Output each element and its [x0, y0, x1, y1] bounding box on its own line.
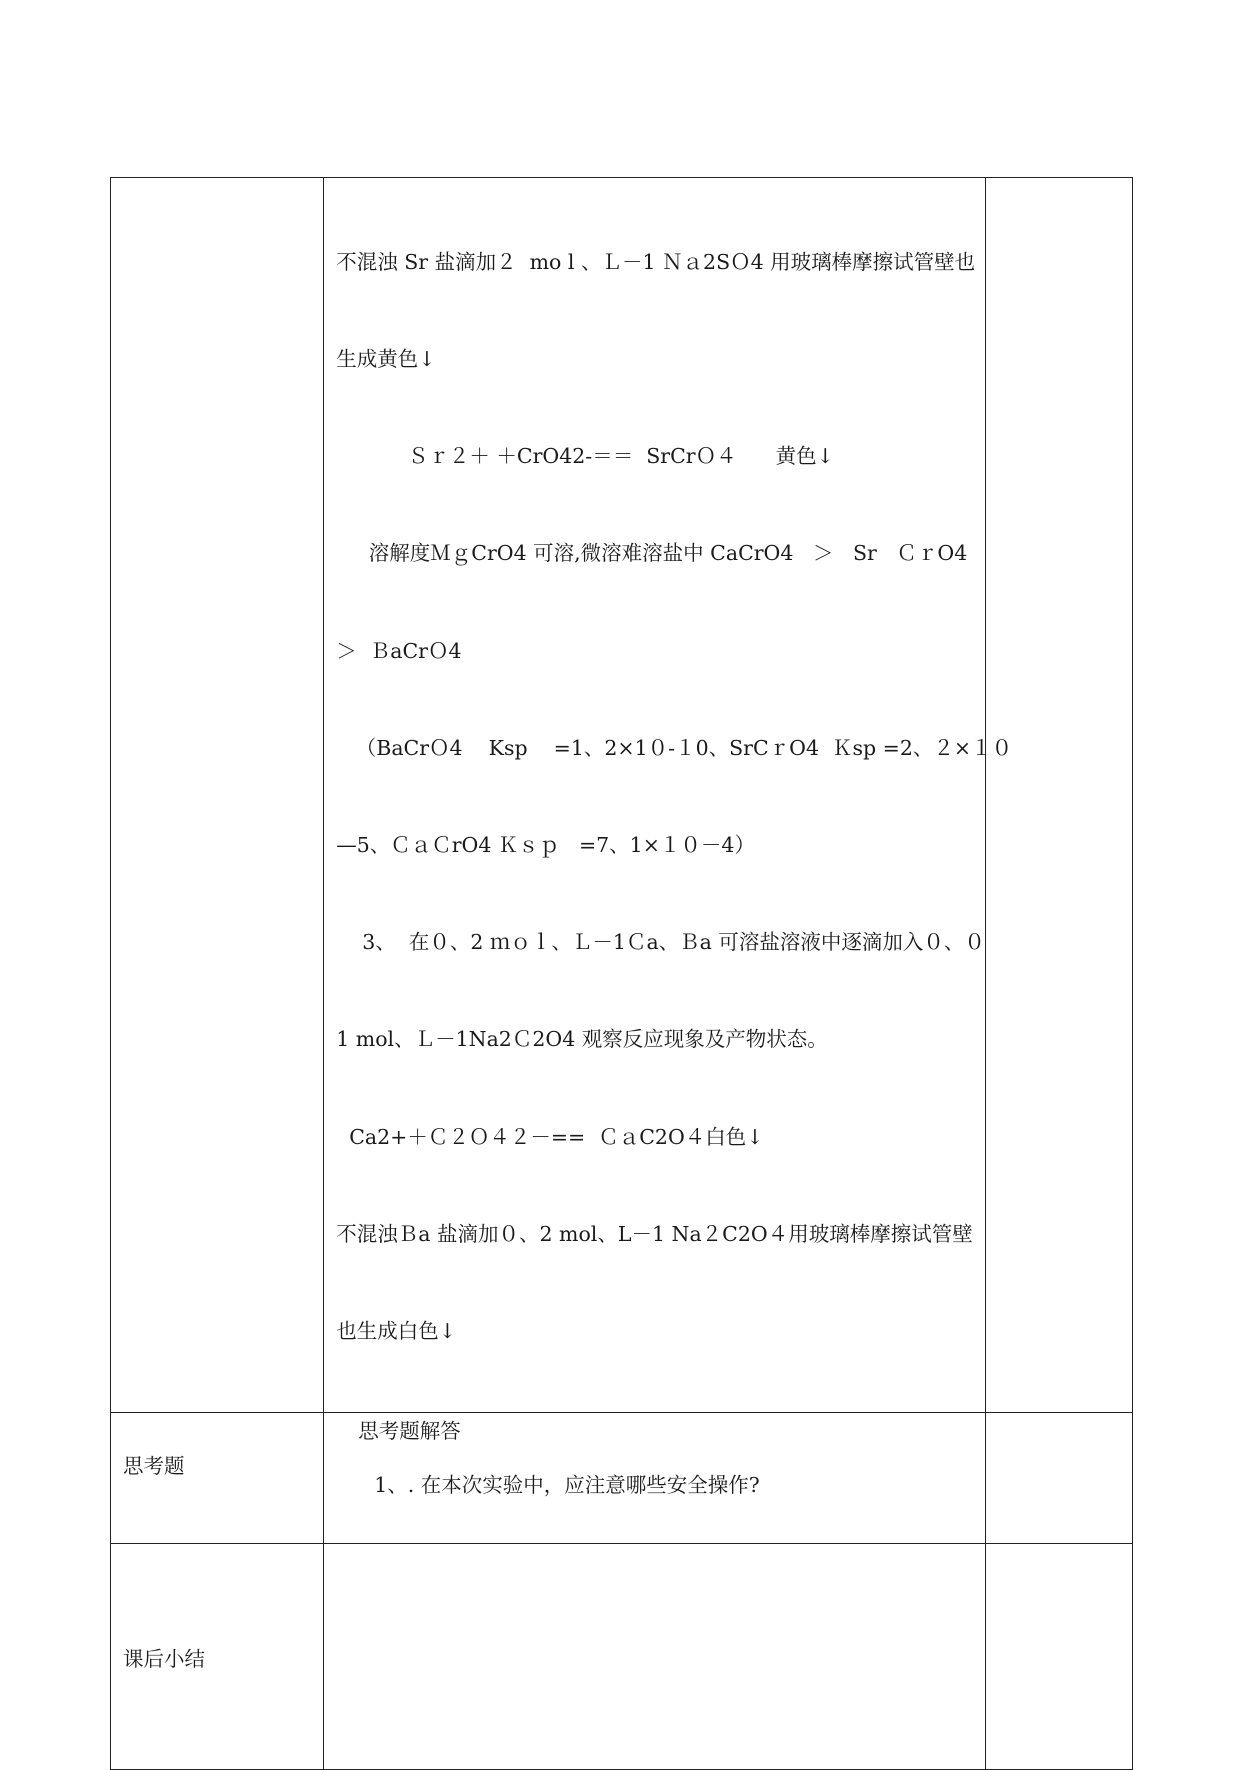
row3-label-cell — [111, 1544, 324, 1770]
table-row — [111, 178, 1133, 1413]
text-line: Ｓｒ２＋ ＋CrO42-＝＝ SrCrＯ４ 黄色↓ — [336, 444, 834, 469]
row3-content-cell — [324, 1544, 986, 1770]
questions-label: 思考题 — [123, 1454, 185, 1479]
question-item: 1、. 在本次实验中，应注意哪些安全操作? — [374, 1473, 760, 1498]
table-row — [111, 1413, 1133, 1544]
text-line: 不混浊Ｂa 盐滴加０、2 mol、L－1 Na２C2O４用玻璃棒摩擦试管壁 — [336, 1221, 973, 1246]
summary-label: 课后小结 — [123, 1647, 205, 1672]
experiment-text — [324, 178, 1013, 1412]
row1-label-cell — [111, 178, 324, 1413]
row2-content-cell — [324, 1413, 986, 1544]
table-row — [111, 1544, 1133, 1770]
text-line: 溶解度ＭｇCrO4 可溶,微溶难溶盐中 CaCrO4 ＞ Sr ＣｒO4 — [336, 541, 968, 566]
text-line: Ca2+＋Ｃ２Ｏ４２－== ＣａC2O４白色↓ — [336, 1124, 764, 1149]
row1-note-cell — [985, 178, 1132, 1413]
row3-note-cell — [985, 1544, 1132, 1770]
text-line: 不混浊 Sr 盐滴加２ mo l 、Ｌ－1 Ｎａ2SＯ4 用玻璃棒摩擦试管壁也 — [336, 249, 976, 274]
row1-content-cell — [324, 178, 1013, 1413]
lesson-table — [110, 177, 1133, 1770]
text-line: —5、ＣａＣrO4 Ｋｓｐ =7、1×１０－4） — [336, 833, 755, 858]
text-line: 1 mol、Ｌ－1Na2Ｃ2O4 观察反应现象及产物状态。 — [336, 1027, 828, 1052]
row2-label-cell — [111, 1413, 324, 1544]
text-line: 3、 在０、2 ｍｏｌ、Ｌ－1Ｃa、Ｂa 可溶盐溶液中逐滴加入０、０ — [336, 930, 985, 955]
text-line: 生成黄色↓ — [336, 347, 436, 372]
row2-note-cell — [985, 1413, 1132, 1544]
text-line: 也生成白色↓ — [336, 1319, 456, 1344]
answers-heading: 思考题解答 — [358, 1419, 461, 1444]
text-line: ＞ ＢaCrＯ4 — [336, 638, 462, 663]
text-line: （BaCrＯ4 Ksp =1、2×1０-１0、SrCｒO4 Ｋsp =2、２×１０ — [336, 735, 1013, 760]
